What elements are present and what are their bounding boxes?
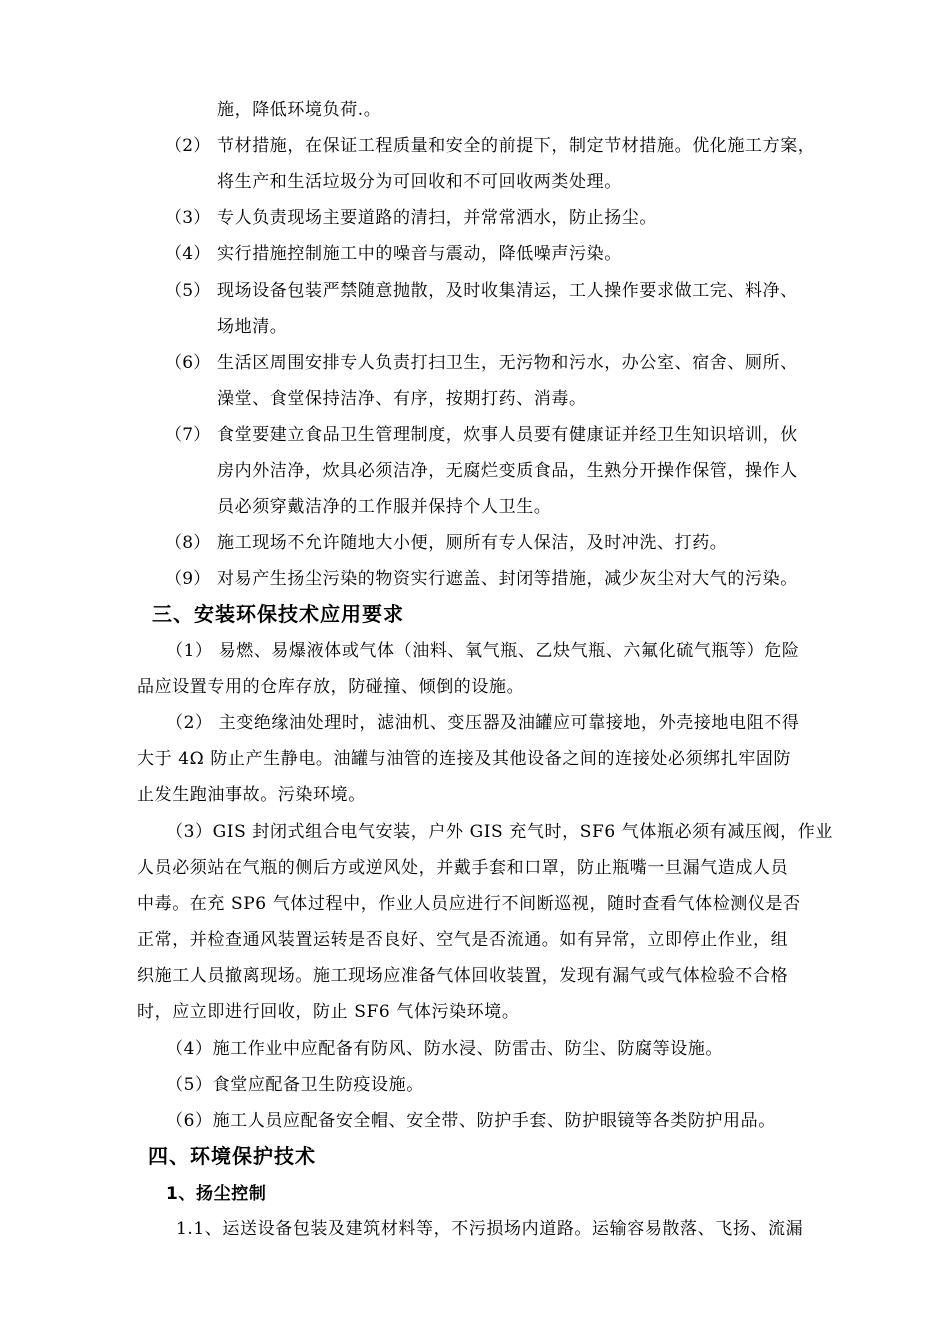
s3-p3-line-4: 正常，并检查通风装置运转是否良好、空气是否流通。如有异常，立即停止作业，组 <box>137 930 789 950</box>
list-item-3-number: （3） <box>165 208 211 228</box>
s3-p5-line-1: （5）食堂应配备卫生防疫设施。 <box>166 1075 424 1095</box>
s3-p2-line-2: 大于 4Ω 防止产生静电。油罐与油管的连接及其他设备之间的连接处必须绑扎牢固防 <box>137 749 792 769</box>
list-item-2-number: （2） <box>165 136 211 156</box>
s3-p1-line-2: 品应设置专用的仓库存放，防碰撞、倾倒的设施。 <box>137 677 525 697</box>
section-3-heading: 三、安装环保技术应用要求 <box>152 602 404 626</box>
s3-p3-line-3: 中毒。在充 SP6 气体过程中，作业人员应进行不间断巡视，随时查看气体检测仪是否 <box>137 894 801 914</box>
list-item-7-line-1: 食堂要建立食品卫生管理制度，炊事人员要有健康证并经卫生知识培训，伙 <box>217 425 798 445</box>
s3-p3-line-2: 人员必须站在气瓶的侧后方或逆风处，并戴手套和口罩，防止瓶嘴一旦漏气造成人员 <box>137 858 789 878</box>
list-item-5-number: （5） <box>165 281 211 301</box>
list-item-6-line-2: 澡堂、食堂保持洁净、有序，按期打药、消毒。 <box>217 389 587 409</box>
list-item-7-line-2: 房内外洁净，炊具必须洁净，无腐烂变质食品，生熟分开操作保管，操作人 <box>217 461 798 481</box>
list-item-6-number: （6） <box>165 353 211 373</box>
list-item-4-line-1: 实行措施控制施工中的噪音与震动，降低噪声污染。 <box>217 244 622 264</box>
list-item-9-line-1: 对易产生扬尘污染的物资实行遮盖、封闭等措施，减少灰尘对大气的污染。 <box>217 569 798 589</box>
list-item-2-line-1: 节材措施，在保证工程质量和安全的前提下，制定节材措施。优化施工方案， <box>217 136 816 156</box>
s3-p1-line-1: （1） 易燃、易爆液体或气体（油料、氧气瓶、乙炔气瓶、六氟化硫气瓶等）危险 <box>166 641 800 661</box>
list-item-8-number: （8） <box>165 533 211 553</box>
list-item-1-line-1: 施，降低环境负荷.。 <box>217 100 382 120</box>
s3-p3-line-6: 时，应立即进行回收，防止 SF6 气体污染环境。 <box>137 1002 520 1022</box>
section-4-subheading: 1、扬尘控制 <box>166 1184 267 1204</box>
s3-p3-line-1: （3）GIS 封闭式组合电气安装，户外 GIS 充气时，SF6 气体瓶必须有减压阀，作业 <box>166 822 833 842</box>
list-item-5-line-1: 现场设备包装严禁随意抛散，及时收集清运，工人操作要求做工完、料净、 <box>217 281 798 301</box>
list-item-2-line-2: 将生产和生活垃圾分为可回收和不可回收两类处理。 <box>217 172 622 192</box>
s3-p2-line-3: 止发生跑油事故。污染环境。 <box>137 785 366 805</box>
list-item-4-number: （4） <box>165 244 211 264</box>
list-item-7-number: （7） <box>165 425 211 445</box>
s3-p3-line-5: 织施工人员撤离现场。施工现场应准备气体回收装置，发现有漏气或气体检验不合格 <box>137 966 789 986</box>
s3-p2-line-1: （2） 主变绝缘油处理时，滤油机、变压器及油罐应可靠接地，外壳接地电阻不得 <box>166 713 800 733</box>
list-item-6-line-1: 生活区周围安排专人负责打扫卫生，无污物和污水，办公室、宿舍、厕所、 <box>217 353 798 373</box>
list-item-3-line-1: 专人负责现场主要道路的清扫，并常常洒水，防止扬尘。 <box>217 208 657 228</box>
section-4-heading: 四、环境保护技术 <box>148 1144 316 1168</box>
list-item-7-line-3: 员必须穿戴洁净的工作服并保持个人卫生。 <box>217 497 552 517</box>
s3-p6-line-1: （6）施工人员应配备安全帽、安全带、防护手套、防护眼镜等各类防护用品。 <box>166 1111 776 1131</box>
list-item-9-number: （9） <box>165 569 211 589</box>
list-item-5-line-2: 场地清。 <box>217 317 288 337</box>
list-item-8-line-1: 施工现场不允许随地大小便，厕所有专人保洁，及时冲洗、打药。 <box>217 533 728 553</box>
s4-line-1: 1.1、运送设备包装及建筑材料等，不污损场内道路。运输容易散落、飞扬、流漏 <box>176 1219 804 1239</box>
s3-p4-line-1: （4）施工作业中应配备有防风、防水浸、防雷击、防尘、防腐等设施。 <box>166 1039 724 1059</box>
